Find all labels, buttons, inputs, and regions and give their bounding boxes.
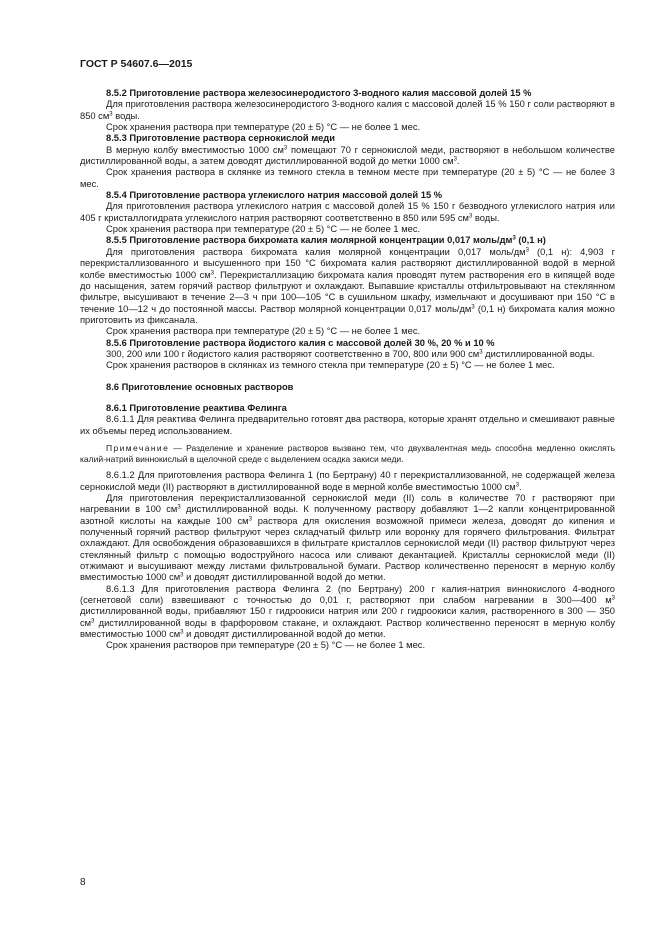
paragraph-8-6-storage: Срок хранения растворов при температуре (20 ± 5) °С — не более 1 мес. [106,640,426,651]
document-code: ГОСТ Р 54607.6—2015 [80,58,193,70]
paragraph-8-5-2-storage: Срок хранения раствора при температуре (20 ± 5) °С — не более 1 мес. [106,122,421,133]
page-number: 8 [80,877,86,888]
heading-8-5-2: 8.5.2 Приготовление раствора железосинеродистого 3-водного калия массовой долей 15 % [106,88,532,98]
paragraph-8-5-3-storage: Срок хранения раствора в склянке из темного стекла в темном месте при температуре (20 ± 5) °С — не более 3 мес. [80,167,615,189]
paragraph-recrystallization: Для приготовления перекристаллизованной сернокислой меди (II) соль в количестве 70 г растворяют при нагревании в 100 $см^3$ дистиллированной воды. К полученному раствору добавляют 1—2 капли концентрированной азотной кислоты на каждые 100 $см^3$ раствора для окисления возможной примеси железа, доводят до кипения и полученный горячий раствор фильтруют через складчатый фильтр или воронку для горячего фильтрования. Фильтрат охлаждают. Для освобождения образовавшихся в фильтрате кристаллов сернокислой меди (II) раствор фильтруют через стеклянный фильтр с помощью водоструйного насоса или сливают декантацией. Кристаллы сернокислой меди (II) отжимают и высушивают между листами фильтровальной бумаги. Раствор количественно переносят в мерную колбу вместимостью 1000 $см^3$ и доводят дистиллированной водой до метки. [80,492,616,583]
heading-8-5-5: 8.5.5 Приготовление раствора бихромата калия молярной концентрации 0,017 моль/$дм^3$ (0,1 н) [106,235,546,246]
heading-8-5-3: 8.5.3 Приготовление раствора сернокислой меди [106,133,335,144]
paragraph-8-5-6-storage: Срок хранения растворов в склянках из темного стекла при температуре (20 ± 5) °С — не более 1 мес. [106,360,555,371]
paragraph-8-5-6-text: 300, 200 или 100 г йодистого калия растворяют соответственно в 700, 800 или 900 $см^3$ дистиллированной воды. [106,348,595,359]
paragraph-8-5-5-storage: Срок хранения раствора при температуре (20 ± 5) °С — не более 1 мес. [106,326,421,337]
paragraph-8-6-1-3: 8.6.1.3 Для приготовления раствора Фелинга 2 (по Бертрану) 200 г калия-натрия виннокислого 4-водного (сегнетовой соли) взвешивают с точностью до 0,01 г, растворяют при слабом нагревании в 300—400 $м^3$ дистиллированной воды, прибавляют 150 г гидроокиси натрия или 200 г гидроокиси калия, растворенного в 300 — 350 $см^3$ дистиллированной воды в фарфоровом стакане, и охлаждают. Раствор количественно переносят в мерную колбу вместимостью 1000 $см^3$ и доводят дистиллированной водой до метки. [80,583,615,639]
paragraph-8-6-1-2: 8.6.1.2 Для приготовления раствора Фелинга 1 (по Бертрану) 40 г перекристаллизованной, не содержащей железа сернокислой меди (II) растворяют в дистиллированной воде в мерной колбе вместимостью 1000 $см^3$. [80,470,615,492]
document-body [80,88,615,652]
paragraph-8-5-2-text: Для приготовления раствора железосинеродистого 3-водного калия с массовой долей 15 % 150 г соли растворяют в 850 $см^3$ воды. [80,99,615,121]
paragraph-8-5-5-text: Для приготовления раствора бихромата калия молярной концентрации 0,017 моль/$дм^3$ (0,1 н): 4,903 г перекристаллизованного и высушенного при 150 °С бихромата калия растворяют дистиллированной водой в мерной колбе вместимостью 1000 $см^3$. Перекристаллизацию бихромата калия проводят путем растворения его в кипящей воде до насыщения, затем горячий раствор фильтруют и охлаждают. Выпавшие кристаллы отфильтровывают на стеклянном фильтре, высушивают в течение 2—3 ч при 100—105 °С в сушильном шкафу, измельчают и досушивают при 150 °С в течение 10—12 ч до постоянной массы. Раствор молярной концентрации 0,017 моль/$дм^3$ (0,1 н) бихромата калия можно приготовить из фиксанала. [80,246,615,325]
heading-8-6-1: 8.6.1 Приготовление реактива Фелинга [106,402,287,413]
paragraph-8-5-4-text: Для приготовления раствора углекислого натрия с массовой долей 15 % 150 г безводного углекислого натрия или 405 г кристаллогидрата углекислого натрия растворяют соответственно в 850 или 595 $см^3$ воды. [80,201,615,223]
heading-8-5-6: 8.5.6 Приготовление раствора йодистого калия с массовой долей 30 %, 20 % и 10 % [106,337,495,348]
paragraph-8-5-4-storage: Срок хранения раствора при температуре (20 ± 5) °С — не более 1 мес. [106,224,421,235]
heading-8-5-4: 8.5.4 Приготовление раствора углекислого натрия массовой долей 15 % [106,190,443,201]
note-label: Примечание [106,442,170,453]
paragraph-8-5-3-text: В мерную колбу вместимостью 1000 $см^3$ помещают 70 г сернокислой меди, растворяют в небольшом количестве дистиллированной воды, а затем доводят дистиллированной водой до метки 1000 $см^3$. [80,144,615,167]
paragraph-8-6-1-1: 8.6.1.1 Для реактива Фелинга предварительно готовят два раствора, которые хранят отдельно и смешивают равные их объемы перед использованием. [80,414,615,436]
note: Примечание — Разделение и хранение растворов вызвано тем, что двухвалентная медь способна медленно окислять калий-натрий виннокислый в щелочной среде с выделением осадка закиси меди. [80,442,615,464]
heading-8-6: 8.6 Приготовление основных растворов [106,381,294,392]
